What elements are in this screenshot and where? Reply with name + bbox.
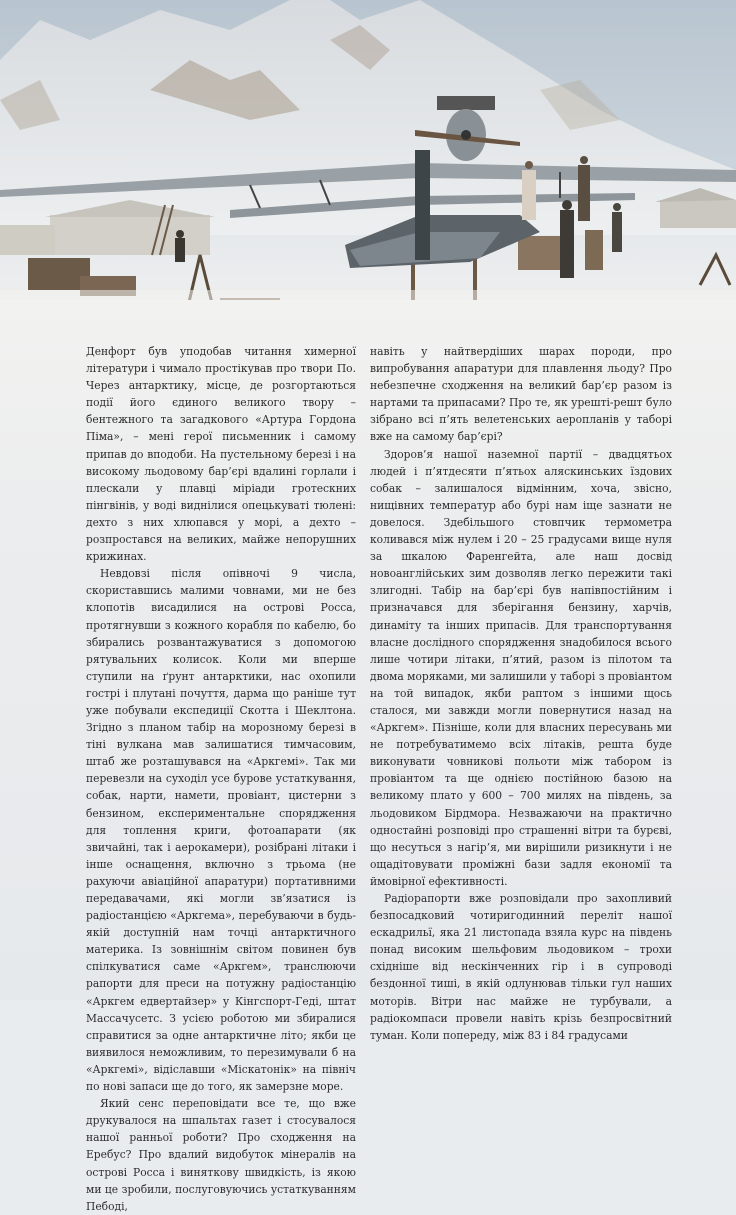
paragraph: Який сенс переповідати все те, що вже друкувалося на шпальтах газет і стосувалося нашої ранньої роботи? Про сходження на Еребус? Про вдалий видобуток мінералів на острові Росса і виняткову швидкість, із якою ми це зробили, послуговуючись устаткуванням Пебоді, [86, 1097, 356, 1213]
paragraph: Здоров’я нашої наземної партії – двадцятьох людей і п’ятдесяти п’ятьох аляскинських їздових собак – залишалося відмінним, хоча, звісно, нищівних температур або бурі нам іще зазнати не довелося. Здебільшого стовпчик термометра коливався між нулем і 20 – 25 градусами вище нуля за шкалою Фаренгейта, але наш досвід новоанглійських зим дозволяв легко пережити такі злигодні. Табір на бар’єрі був напівпостійним і призначався для зберігання бензину, харчів, динаміту та інших припасів. Для транспортування власне дослідного спорядження знадобилося всього лише чотири літаки, п’ятий, разом із пілотом та двома моряками, ми залишили у таборі з провіантом на той випадок, якби раптом з іншими щось сталося, ми завжди могли повернутися назад на «Аркгем». Пізніше, коли для власних пересувань ми не потребуватимемо всіх літаків, решта буде виконувати човникові польоти між табором із провіантом та ще однією постійною базою на великому плато у 600 – 700 милях на південь, за льодовиком Бірдмора. Незважаючи на практично одностайні розповіді про страшенні вітри та бурєві, що несуться з нагір’я, ми вирішили ризикнути і не ощадітовувати проміжні бази задля економії та ймовірної ефективності. [370, 447, 672, 888]
paragraph: навіть у найтвердіших шарах породи, про випробування апаратури для плавлення льоду? Про небезпечне сходження на великий бар’єр разом із нартами та припасами? Про те, як урешті-решт було зібрано всі п’ять велетенських аеропланів у таборі вже на самому бар’єрі? [370, 345, 672, 444]
paragraph: Радіорапорти вже розповідали про захопливий безпосадковий чотиригодинний переліт нашої ескадрильї, яка 21 листопада взяла курс на південь понад високим шельфовим льодовиком – трохи східніше від нескінченних гір і в супроводі бездонної тиші, в якій одлунював тільки гул наших моторів. Вітри нас майже не турбували, а радіокомпаси провели навіть крізь безпросвітний туман. Коли попереду, між 83 і 84 градусами [370, 892, 672, 1042]
header-illustration [0, 0, 736, 340]
paragraph: Денфорт був уподобав читання химерної літератури і чимало простікував про твори По. Через антарктику, місце, де розгортаються події його єдиного великого твору – бентежного та загадкового «Артура Гордона Піма», – мені герої письменник і самому припав до вподоби. На пустельному березі і на високому льодовому бар’єрі вдалині горлали і плескали у плавці міріади гротескних пінгвінів, у воді виднілися опецькуваті тюлені: дехто з них хлюпався у морі, а дехто – розпростався на великих, майже непорушних крижинах. [86, 345, 356, 564]
paragraph: Невдовзі після опівночі 9 числа, скориставшись малими човнами, ми не без клопотів висадилися на острові Росса, протягнувши з кожного корабля по кабелю, бо збирались розвантажуватися з допомогою рятувальних колисок. Коли ми вперше ступили на ґрунт антарктики, нас охопили гострі і плутані почуття, дарма що раніше тут уже побували експедиції Скотта і Шеклтона. Згідно з планом табір на морозному березі в тіні вулкана мав залишатися тимчасовим, штаб же розташувався на «Аркгемі». Так ми перевезли на суходіл усе бурове устаткування, собак, нарти, намети, провіант, цистерни з бензином, експериментальне спорядження для топлення криги, фотоапарати (як звичайні, так і аерокамери), розібрані літаки і інше оснащення, включно з трьома (не рахуючи авіаційної апаратури) портативними передавачами, які могли зв’язатися із радіостанцією «Аркгема», перебуваючи в будь-якій доступній нам точці антарктичного материка. Із зовнішнім світом повинен був спілкуватися саме «Аркгем», транслюючи рапорти для преси на потужну радіостанцію «Аркгем едвертайзер» у Кінгспорт-Геді, штат Массачусетс. З усією роботою ми збиралися справитися за одне антарктичне літо; якби це виявилося неможливим, то перезимували б на «Аркгемі», відіславши «Міскатонік» на північ по нові запаси ще до того, як замерзне море. [86, 567, 356, 1094]
right-text-column [370, 343, 672, 1044]
left-text-column [86, 343, 356, 1215]
seaplane-scene-image [0, 0, 736, 340]
